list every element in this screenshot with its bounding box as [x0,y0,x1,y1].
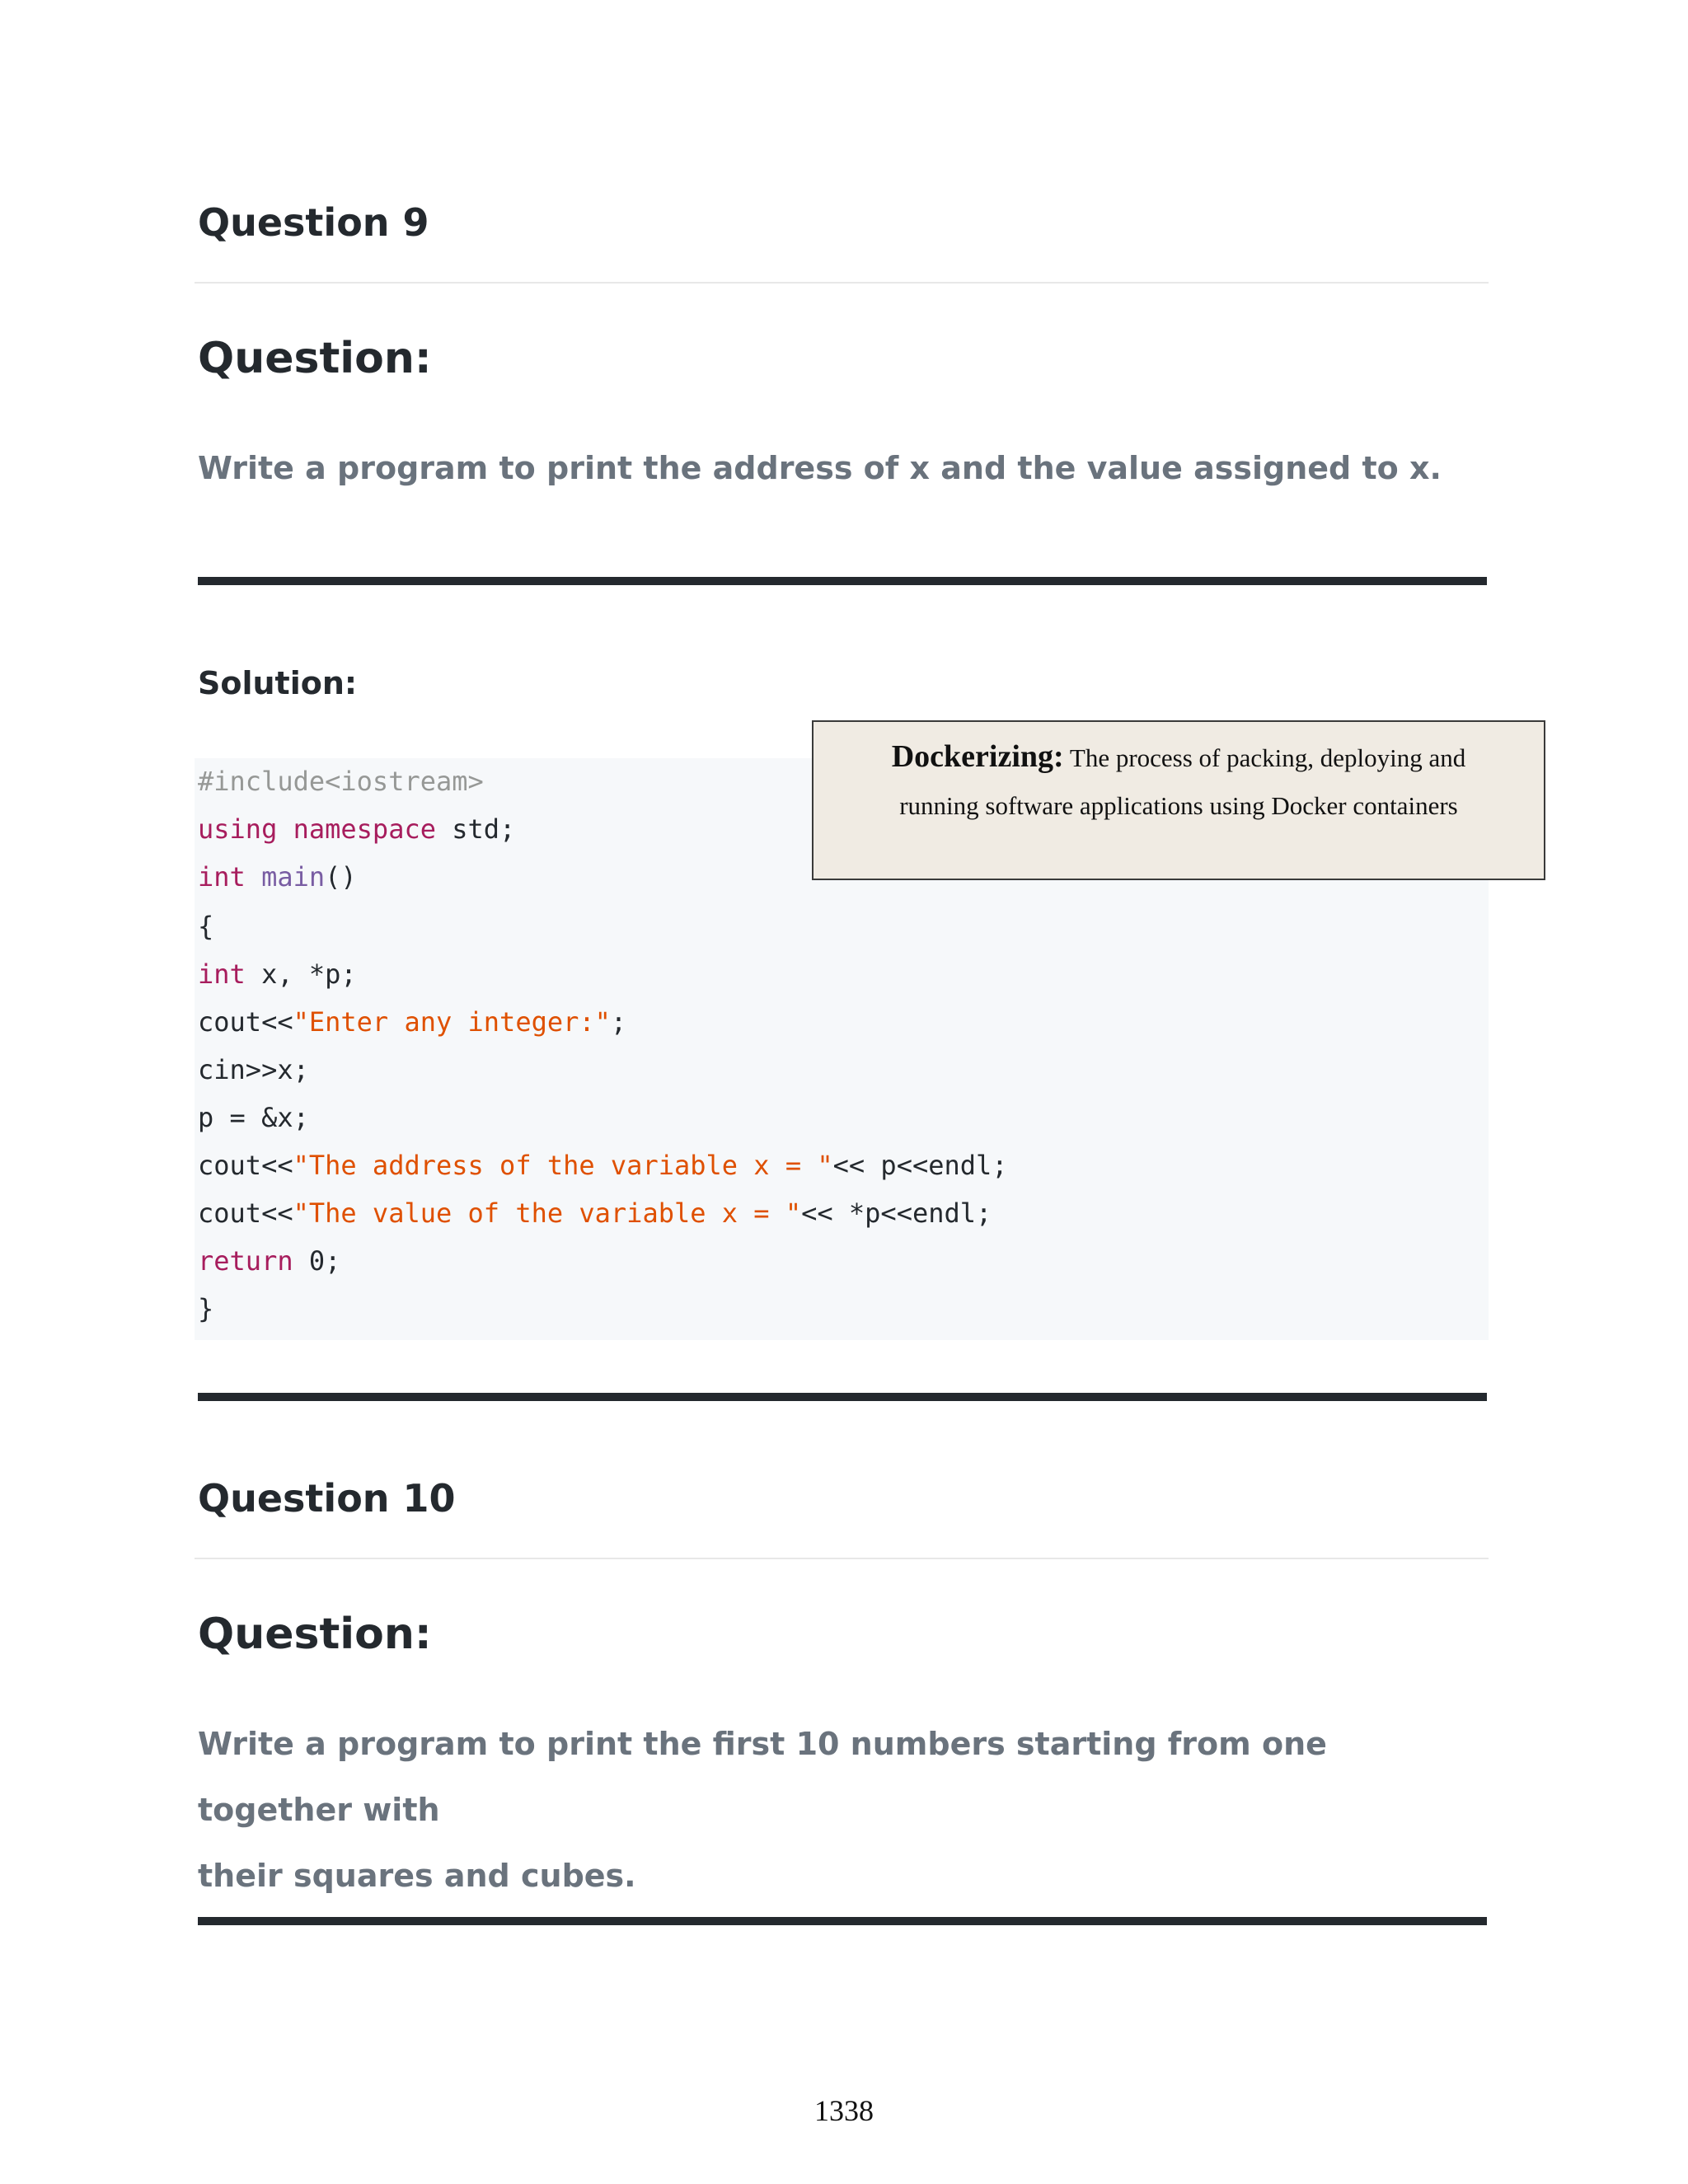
code-line-2: using namespace std; [198,813,516,845]
code-line-7: cin>>x; [198,1054,309,1085]
note-term: Dockerizing: [891,739,1064,774]
code-line-8: p = &x; [198,1102,309,1133]
question-10-heading: Question 10 [198,1476,456,1521]
heading-divider [195,1558,1489,1559]
code-line-10: cout<<"The value of the variable x = "<< *p<<endl; [198,1197,992,1229]
code-line-12: } [198,1293,214,1324]
note-line-1 [814,733,1544,781]
section-divider [198,577,1487,585]
code-line-11: return 0; [198,1245,341,1277]
note-definition-start: The process of packing, deploying and [1063,743,1466,772]
question-heading: Question: [198,1610,432,1659]
solution-heading: Solution: [198,665,358,701]
code-line-6: cout<<"Enter any integer:"; [198,1006,627,1038]
question-10-text: Write a program to print the first 10 numbers starting from one together with their squares and cubes. [198,1726,1327,1894]
code-line-9: cout<<"The address of the variable x = "<< p<<endl; [198,1150,1008,1181]
page-number: 1338 [814,2094,874,2127]
section-divider [198,1393,1487,1401]
note-line-2: running software applications using Docker containers [899,791,1458,820]
code-line-4: { [198,911,214,942]
section-divider [198,1917,1487,1925]
heading-divider [195,282,1489,284]
code-line-3: int main() [198,861,357,893]
question-heading: Question: [198,334,432,383]
code-line-1: #include<iostream> [198,766,484,797]
definition-note-box [812,720,1545,880]
question-9-text: Write a program to print the address of x and the value assigned to x. [198,450,1442,486]
question-9-heading: Question 9 [198,200,429,245]
code-line-5: int x, *p; [198,958,357,990]
